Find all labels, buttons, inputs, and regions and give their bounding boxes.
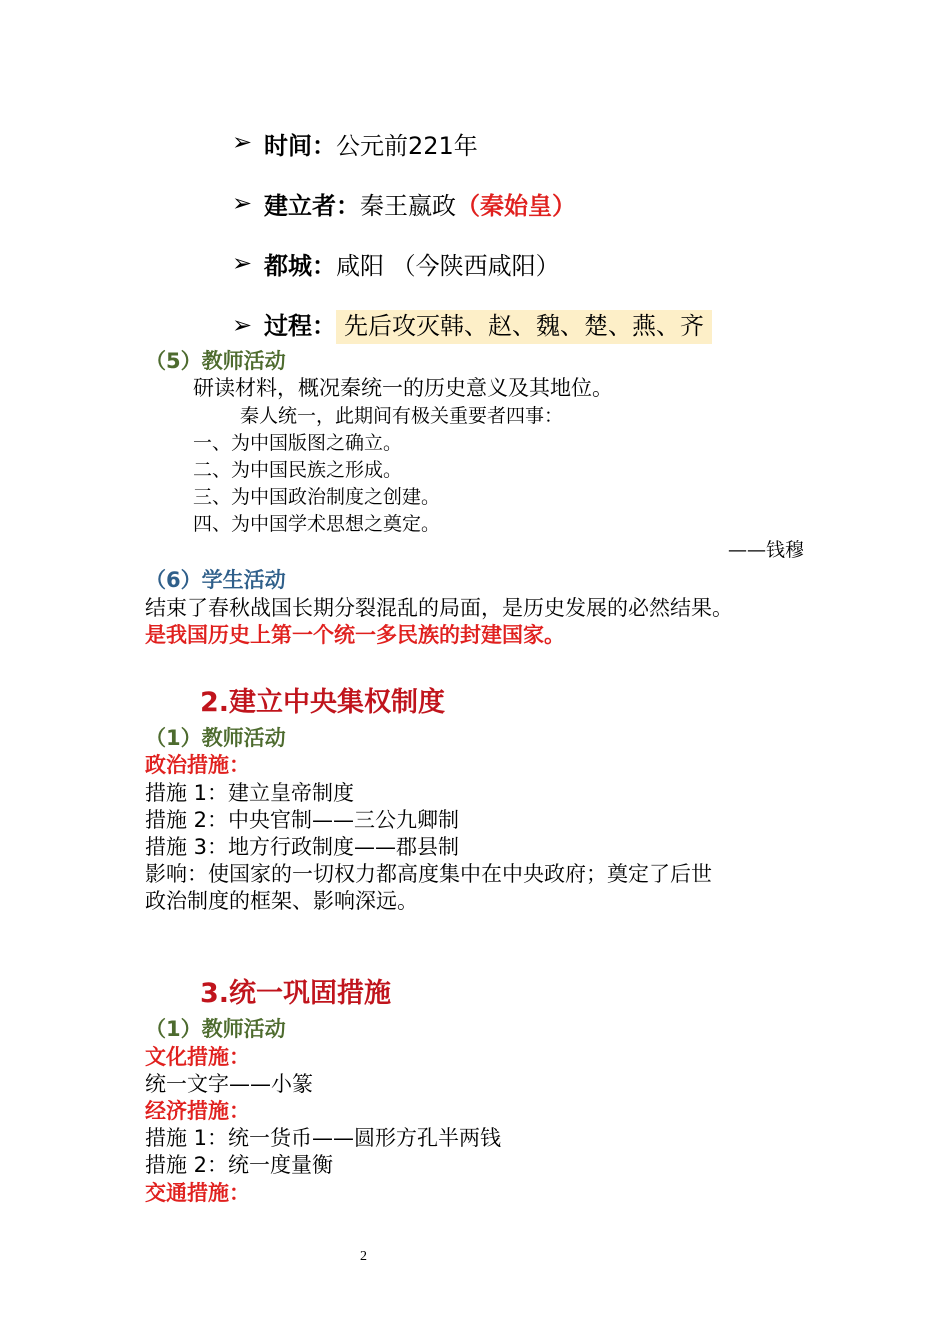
- culture-item: 统一文字——小篆: [145, 1072, 313, 1096]
- economy-item: 措施 1：统一货币——圆形方孔半两钱: [145, 1126, 502, 1150]
- founder-label: 建立者：: [264, 192, 360, 220]
- quote-item: 三、为中国政治制度之创建。: [193, 486, 441, 508]
- part3-sub: （1）教师活动: [145, 1017, 286, 1041]
- quote-item: 二、为中国民族之形成。: [193, 459, 403, 481]
- arrow-bullet-icon: ➢: [232, 311, 253, 339]
- capital-value: 咸阳 （今陕西咸阳）: [336, 252, 560, 280]
- sec6-line2: 是我国历史上第一个统一多民族的封建国家。: [145, 623, 565, 647]
- quote-item: 四、为中国学术思想之奠定。: [193, 513, 441, 535]
- arrow-bullet-icon: ➢: [232, 249, 253, 277]
- arrow-bullet-icon: ➢: [232, 128, 253, 156]
- page-number: 2: [360, 1249, 367, 1264]
- measure-item: 措施 3：地方行政制度——郡县制: [145, 835, 460, 859]
- sec6-line1: 结束了春秋战国长期分裂混乱的局面，是历史发展的必然结果。: [145, 596, 733, 620]
- quote-attribution: ——钱穆: [727, 539, 804, 561]
- time-value: 公元前221年: [336, 132, 478, 160]
- part2-sub: （1）教师活动: [145, 726, 286, 750]
- measure-item: 措施 1：建立皇帝制度: [145, 781, 355, 805]
- process-label: 过程：: [264, 312, 336, 340]
- economy-item: 措施 2：统一度量衡: [145, 1153, 334, 1177]
- founder-value: 秦王嬴政: [360, 192, 456, 220]
- measure-item: 措施 2：中央官制——三公九卿制: [145, 808, 460, 832]
- time-label: 时间：: [264, 132, 336, 160]
- culture-label: 文化措施：: [145, 1045, 250, 1069]
- sec6-heading: （6）学生活动: [145, 568, 286, 592]
- capital-label: 都城：: [264, 252, 336, 280]
- part3-title: 3.统一巩固措施: [200, 978, 392, 1009]
- founder-highlight: （秦始皇）: [456, 192, 576, 220]
- sec5-intro: 研读材料，概况秦统一的历史意义及其地位。: [193, 376, 613, 400]
- economy-label: 经济措施：: [145, 1099, 250, 1123]
- political-label: 政治措施：: [145, 753, 250, 777]
- process-value: 先后攻灭韩、赵、魏、楚、燕、齐: [336, 310, 712, 344]
- arrow-bullet-icon: ➢: [232, 189, 253, 217]
- quote-lead: 秦人统一，此期间有极关重要者四事：: [240, 405, 564, 427]
- quote-item: 一、为中国版图之确立。: [193, 432, 403, 454]
- impact-line1: 影响：使国家的一切权力都高度集中在中央政府；奠定了后世: [145, 862, 712, 886]
- transport-label: 交通措施：: [145, 1181, 250, 1205]
- impact-line2: 政治制度的框架、影响深远。: [145, 889, 418, 913]
- part2-title: 2.建立中央集权制度: [200, 687, 446, 718]
- sec5-heading: （5）教师活动: [145, 349, 286, 373]
